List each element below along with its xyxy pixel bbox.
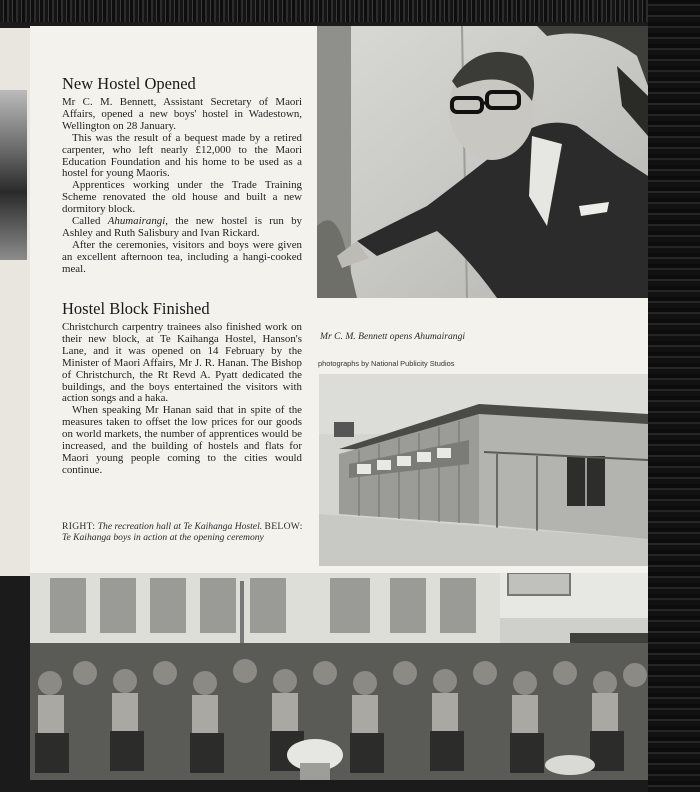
hostel-name: Ahumairangi bbox=[107, 215, 166, 228]
photo-bennett bbox=[317, 26, 648, 298]
caption-label: BELOW: bbox=[264, 521, 303, 532]
article-body-new-hostel bbox=[62, 97, 302, 276]
article-body-hostel-block bbox=[62, 322, 302, 477]
photo-caption-recreation-hall bbox=[62, 522, 312, 544]
photo-recreation-hall bbox=[319, 374, 648, 566]
paragraph: Apprentices working under the Trade Training Scheme renovated the old house and built a new dormitory block. bbox=[62, 179, 302, 216]
caption-text: The recreation hall at Te Kaihanga Hostel. bbox=[95, 521, 265, 532]
paragraph: When speaking Mr Hanan said that in spite of the measures taken to offset the low prices for our goods on world markets, the number of apprentices would be increased, and the building of hostels and flats for Maori young people coming to the cities would continue. bbox=[62, 404, 302, 476]
scan-right-edge bbox=[648, 0, 700, 792]
magazine-page bbox=[30, 26, 648, 780]
paragraph: Mr C. M. Bennett, Assistant Secretary of Maori Affairs, opened a new boys' hostel in Wadestown, Wellington on 28 January. bbox=[62, 96, 302, 132]
adjacent-page-edge bbox=[0, 28, 30, 576]
photo-caption-bennett: Mr C. M. Bennett opens Ahumairangi bbox=[320, 331, 466, 342]
caption-label: RIGHT: bbox=[62, 521, 96, 532]
photo-haka-performance bbox=[30, 573, 648, 780]
paragraph: Christchurch carpentry trainees also finished work on their new block, at Te Kaihanga Hostel, Hanson's Lane, and it was opened on 14 February by the Minister of Maori Affairs, Mr J. R. Hanan. The Bishop of Christchurch, the Rt Revd A. Pyatt dedicated the buildings, and the boys entertained the visitors with action songs and a haka. bbox=[62, 321, 302, 405]
scan-top-edge bbox=[0, 0, 700, 22]
article-heading-hostel-block: Hostel Block Finished bbox=[62, 299, 210, 318]
text-run: , the new hostel is run by Ashley and Ruth Salisbury and Ivan Rickard. bbox=[62, 215, 302, 239]
photo-credit: photographs by National Publicity Studios bbox=[318, 359, 455, 368]
caption-text: Te Kaihanga boys in action at the opening ceremony bbox=[62, 531, 264, 543]
adjacent-page-photo bbox=[0, 90, 27, 260]
paragraph: This was the result of a bequest made by a retired carpenter, who left nearly £12,000 to the Maori Education Foundation and his home to be used as a hostel for young Maoris. bbox=[62, 131, 302, 180]
article-heading-new-hostel: New Hostel Opened bbox=[62, 74, 196, 93]
paragraph bbox=[62, 216, 302, 240]
text-run: Called bbox=[72, 215, 108, 228]
paragraph: After the ceremonies, visitors and boys were given an excellent afternoon tea, including a hangi-cooked meal. bbox=[62, 238, 302, 275]
